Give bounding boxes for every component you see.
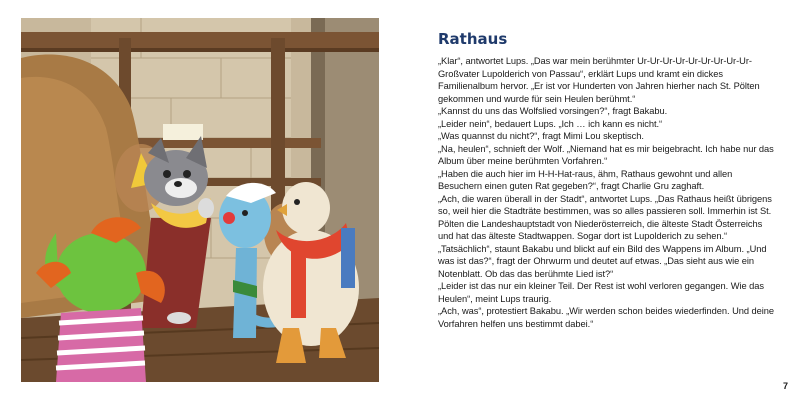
page-number: 7	[782, 381, 788, 391]
story-illustration	[21, 18, 379, 382]
story-paragraph: „Na, heulen“, schnieft der Wolf. „Niemand hat es mir beigebracht. Ich habe nur das Album über meine berühmten Vorfahren.“	[438, 143, 774, 166]
chapter-title: Rathaus	[438, 30, 508, 48]
story-paragraph: „Klar“, antwortet Lups. „Das war mein berühmter Ur-Ur-Ur-Ur-Ur-Ur-Ur-Ur-Ur-Großvater Lupolderich von Passau“, erklärt Lups und kramt ein dickes Familienalbum hervor. „Er ist vor Hunderten von Jahren hierher nach St. Pölten gekommen und wurde für sein Heulen berühmt.“	[438, 56, 760, 104]
story-paragraph: „Haben die auch hier im H-H-Hat-raus, ähm, Rathaus gewohnt und allen Besuchern einen guten Rat gegeben?“, fragt Charlie Gru zaghaft.	[438, 168, 733, 191]
story-paragraph: „Leider ist das nur ein kleiner Teil. Der Rest ist wohl verloren gegangen. Wie das Heulen“, meint Lups traurig.	[438, 281, 764, 304]
story-paragraph: „Tatsächlich“, staunt Bakabu und blickt auf ein Bild des Wappens im Album. „Und was ist das?“, fragt der Ohrwurm und deutet auf etwas. „Das sieht aus wie ein Notenblatt. Ob das das berühmte Lied ist?“	[438, 243, 767, 279]
bell-tower-scene	[21, 18, 379, 382]
story-paragraph: „Kannst du uns das Wolfslied vorsingen?“, fragt Bakabu.	[438, 106, 668, 116]
story-text	[438, 30, 778, 330]
story-paragraph: „Leider nein“, bedauert Lups. „Ich … ich kann es nicht.“	[438, 118, 663, 129]
story-paragraph: „Ach, was“, protestiert Bakabu. „Wir werden schon beides wiederfinden. Und deine Vorfahren helfen uns bestimmt dabei.“	[438, 306, 775, 329]
story-paragraph: „Was quannst du nicht?“, fragt Mimi Lou skeptisch.	[438, 131, 644, 141]
story-paragraph: „Ach, die waren überall in der Stadt“, antwortet Lups. „Das Rathaus heißt übrigens so, weil hier die Stadträte bestimmen, was so alles passieren soll. Immerhin ist St. Pölten die Landeshauptstadt von Niederösterreich, die älteste Stadt Österreichs und hat das älteste Stadtwappen. Sogar dort ist Lupolderich zu sehen.“	[438, 193, 772, 241]
